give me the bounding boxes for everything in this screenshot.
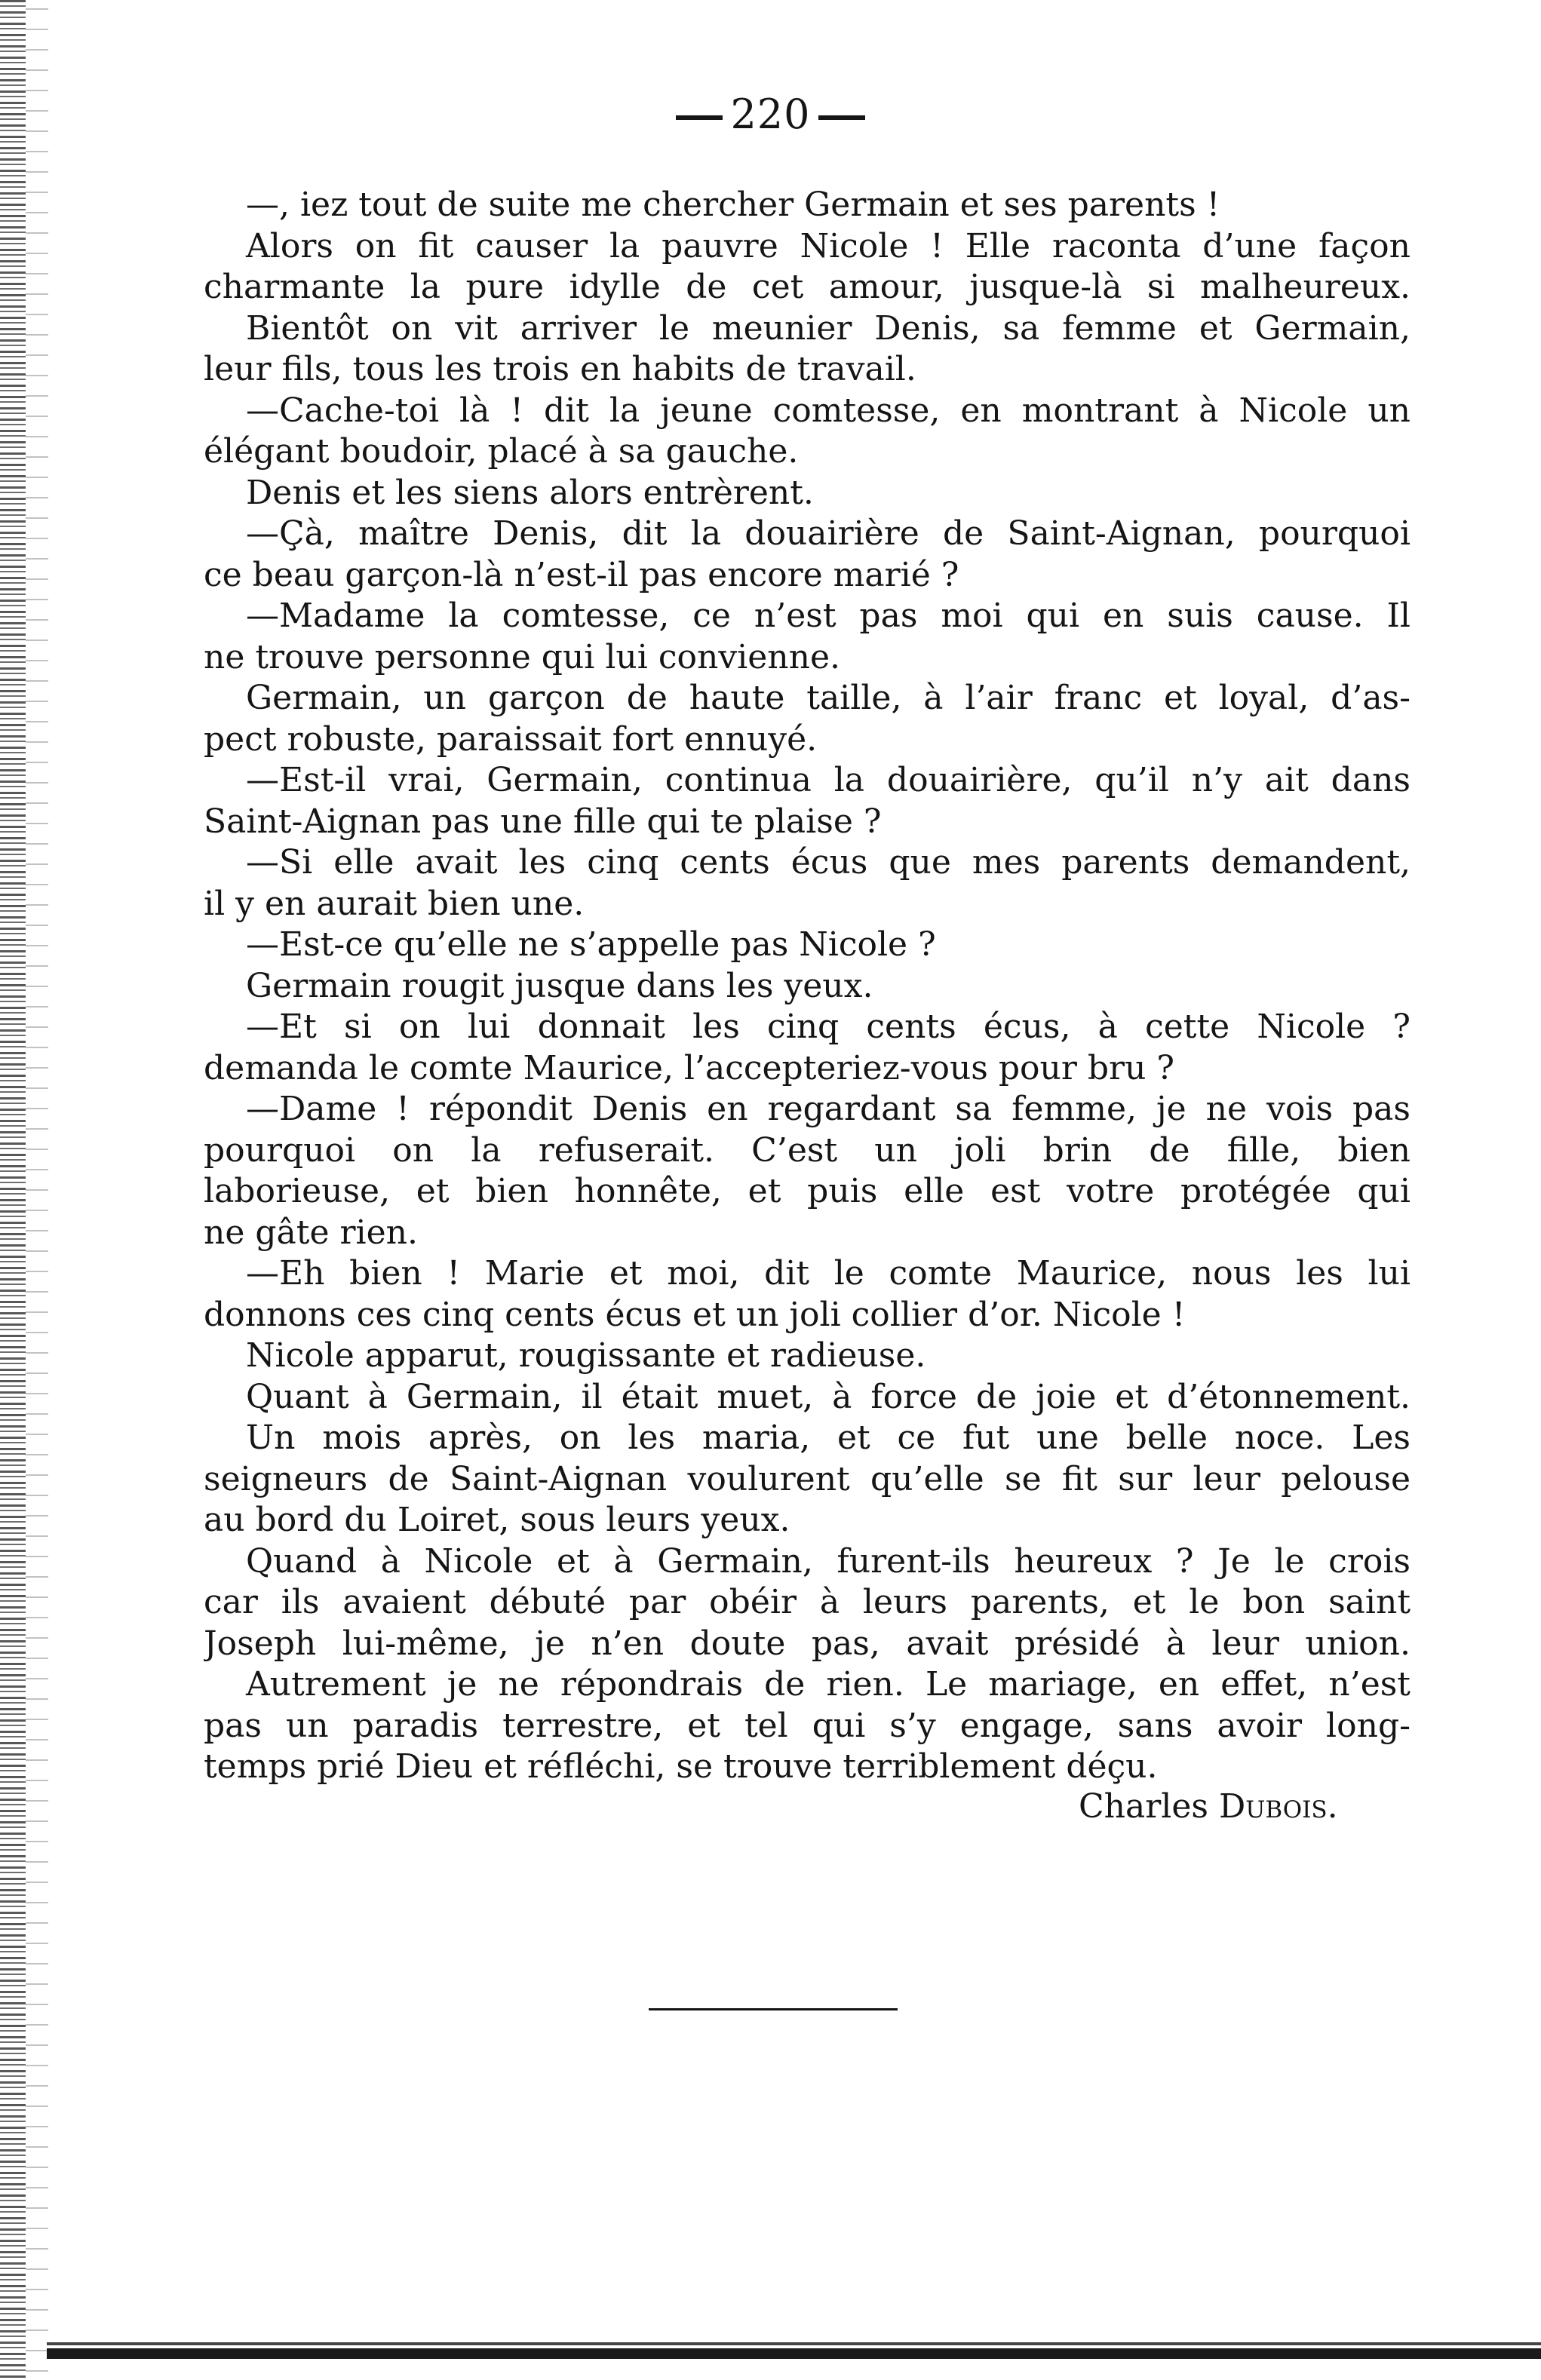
text-line: au bord du Loiret, sous leurs yeux. — [204, 1501, 790, 1539]
page-number-left-dash — [676, 115, 723, 120]
page-number — [0, 90, 1541, 138]
text-line: —Dame ! répondit Denis en regardant sa femme, je ne vois pas — [246, 1090, 1411, 1128]
text-line: ne gâte rien. — [204, 1213, 418, 1252]
text-line: —Çà, maître Denis, dit la douairière de Saint-Aignan, pourquoi — [246, 514, 1411, 553]
page-number-value: 220 — [730, 90, 811, 138]
text-line: —Cache-toi là ! dit la jeune comtesse, en montrant à Nicole un — [246, 391, 1411, 430]
text-line: laborieuse, et bien honnête, et puis elle est votre protégée qui — [204, 1172, 1411, 1210]
text-line: demanda le comte Maurice, l’accepteriez-vous pour bru ? — [204, 1048, 1174, 1087]
text-line: Bientôt on vit arriver le meunier Denis, sa femme et Germain, — [246, 308, 1411, 348]
page-number-right-dash — [818, 115, 865, 120]
text-line: ce beau garçon-là n’est-il pas encore marié ? — [204, 555, 959, 594]
end-rule — [649, 2008, 898, 2010]
author-first-name: Charles — [1079, 1787, 1208, 1826]
text-line: pas un paradis terrestre, et tel qui s’y engage, sans avoir long- — [204, 1706, 1411, 1745]
text-line: Quand à Nicole et à Germain, furent-ils heureux ? Je le crois — [246, 1541, 1411, 1581]
text-line: Saint-Aignan pas une fille qui te plaise ? — [204, 802, 882, 841]
text-line: leur fils, tous les trois en habits de travail. — [204, 350, 916, 388]
text-line: Un mois après, on les maria, et ce fut une belle noce. Les — [246, 1418, 1411, 1457]
text-line: —Si elle avait les cinq cents écus que mes parents demandent, — [246, 843, 1411, 882]
text-line: Joseph lui-même, je n’en doute pas, avait présidé à leur union. — [204, 1624, 1411, 1663]
text-line: pect robuste, paraissait fort ennuyé. — [204, 719, 818, 759]
text-line: élégant boudoir, placé à sa gauche. — [204, 432, 799, 471]
body-text — [204, 185, 1411, 1788]
author-last-name: Dubois. — [1218, 1787, 1338, 1826]
scanned-binding-edge — [0, 0, 26, 2380]
text-line: charmante la pure idylle de cet amour, jusque-là si malheureux. — [204, 268, 1411, 306]
text-line: seigneurs de Saint-Aignan voulurent qu’elle se fit sur leur pelouse — [204, 1459, 1411, 1498]
author-signature — [1079, 1787, 1338, 1826]
text-line: Germain, un garçon de haute taille, à l’air franc et loyal, d’as- — [246, 679, 1411, 717]
text-line: Nicole apparut, rougissante et radieuse. — [246, 1336, 926, 1375]
scanned-bottom-edge — [47, 2348, 1541, 2359]
text-line: —Est-il vrai, Germain, continua la douairière, qu’il n’y ait dans — [246, 761, 1411, 799]
text-line: —Madame la comtesse, ce n’est pas moi qui en suis cause. Il — [246, 597, 1411, 635]
text-line: Denis et les siens alors entrèrent. — [246, 473, 814, 512]
text-line: ne trouve personne qui lui convienne. — [204, 637, 840, 676]
text-line: Quant à Germain, il était muet, à force de joie et d’étonnement. — [246, 1377, 1411, 1416]
text-line: —, iez tout de suite me chercher Germain et ses parents ! — [246, 186, 1220, 224]
text-line: donnons ces cinq cents écus et un joli collier d’or. Nicole ! — [204, 1295, 1186, 1334]
text-line: Autrement je ne répondrais de rien. Le mariage, en effet, n’est — [246, 1665, 1411, 1704]
text-line: —Et si on lui donnait les cinq cents écus, à cette Nicole ? — [246, 1008, 1411, 1046]
text-line: —Eh bien ! Marie et moi, dit le comte Maurice, nous les lui — [246, 1254, 1411, 1293]
text-line: Germain rougit jusque dans les yeux. — [246, 966, 873, 1005]
text-line: —Est-ce qu’elle ne s’appelle pas Nicole ? — [246, 925, 936, 964]
text-line: pourquoi on la refuserait. C’est un joli brin de fille, bien — [204, 1130, 1411, 1170]
scanned-binding-shadow — [26, 0, 48, 2380]
text-line: Alors on fit causer la pauvre Nicole ! Elle raconta d’une façon — [246, 226, 1411, 265]
scanned-bottom-edge-thin — [47, 2342, 1541, 2345]
text-line: car ils avaient débuté par obéir à leurs parents, et le bon saint — [204, 1583, 1411, 1621]
text-line: temps prié Dieu et réfléchi, se trouve terriblement déçu. — [204, 1747, 1158, 1786]
text-line: il y en aurait bien une. — [204, 884, 585, 923]
